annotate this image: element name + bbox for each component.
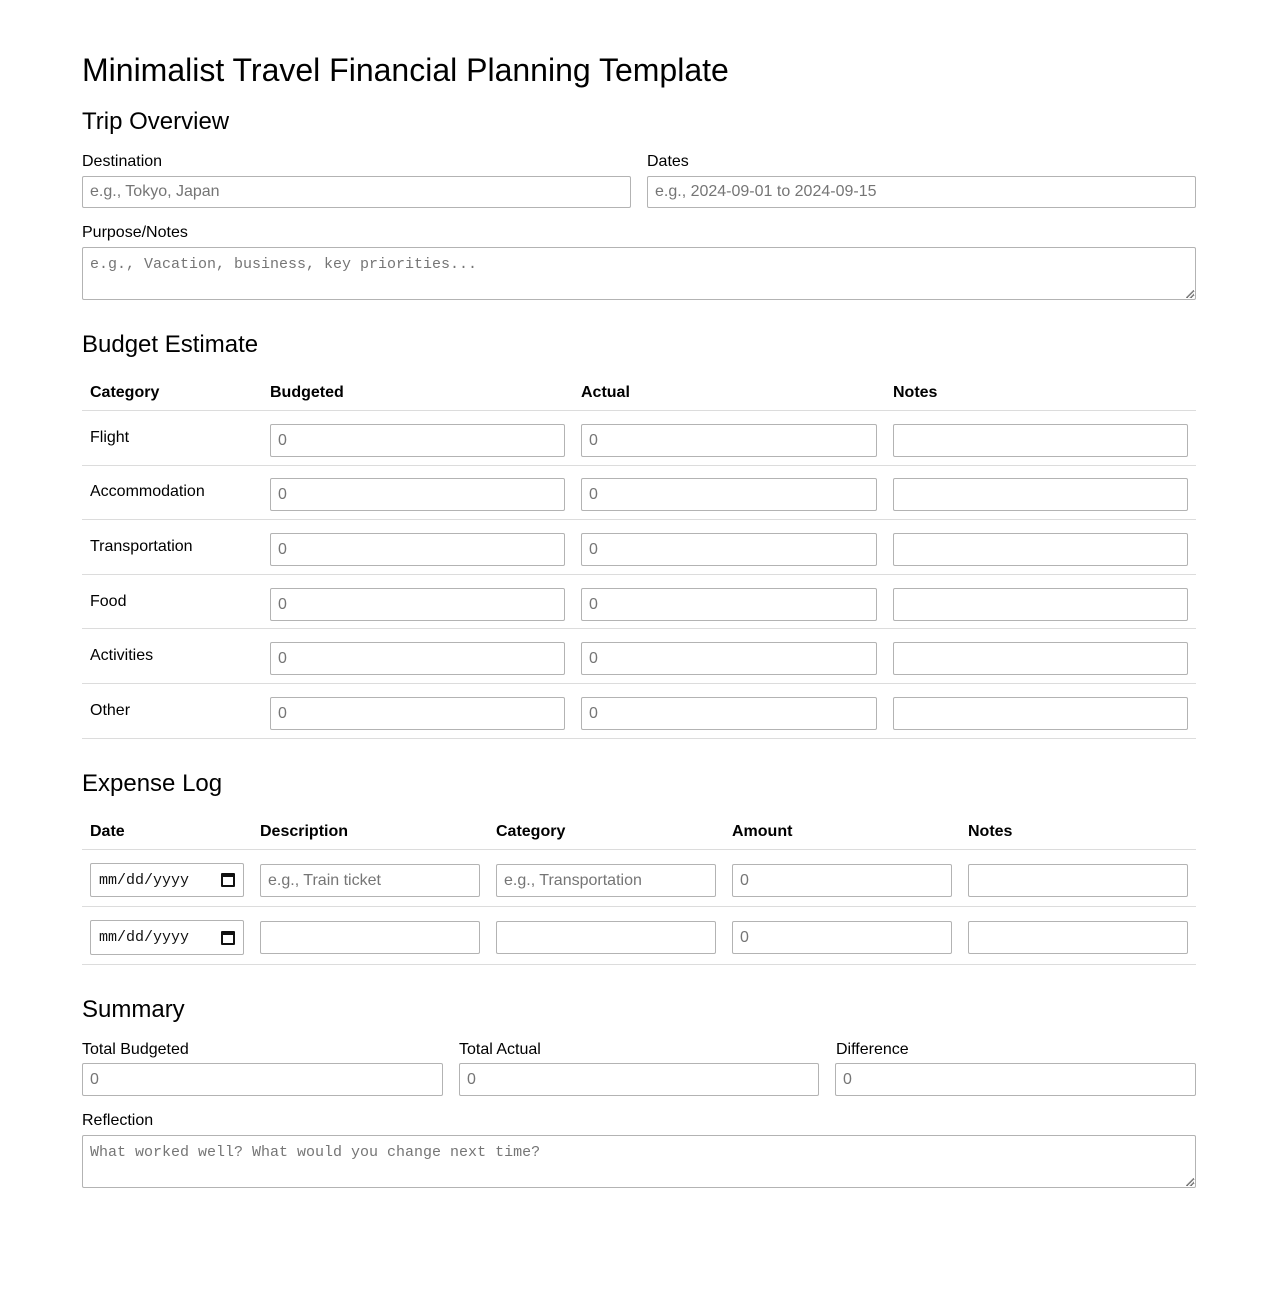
amount-input[interactable] <box>732 864 952 897</box>
category-input[interactable] <box>496 864 716 897</box>
notes-input[interactable] <box>968 864 1188 897</box>
budgeted-input[interactable] <box>270 533 565 566</box>
date-input-value: mm/dd/yyyy <box>99 871 190 889</box>
total-budgeted-input[interactable] <box>82 1063 443 1096</box>
expense-col-date: Date <box>90 823 125 840</box>
table-divider <box>82 465 1196 466</box>
expense-log-heading: Expense Log <box>82 770 223 797</box>
budgeted-input[interactable] <box>270 424 565 457</box>
budget-row-category: Flight <box>90 429 130 446</box>
notes-input[interactable] <box>968 921 1188 954</box>
reflection-textarea[interactable] <box>82 1135 1196 1188</box>
dates-input[interactable] <box>647 176 1196 208</box>
table-divider <box>82 410 1196 411</box>
budgeted-input[interactable] <box>270 478 565 511</box>
notes-input[interactable] <box>893 642 1188 675</box>
budgeted-input[interactable] <box>270 697 565 730</box>
actual-input[interactable] <box>581 697 877 730</box>
actual-input[interactable] <box>581 533 877 566</box>
budgeted-input[interactable] <box>270 642 565 675</box>
expense-col-amount: Amount <box>732 823 793 840</box>
destination-input[interactable] <box>82 176 631 208</box>
budget-col-category: Category <box>90 384 160 401</box>
reflection-label: Reflection <box>82 1112 154 1129</box>
budget-row-category: Food <box>90 593 127 610</box>
notes-input[interactable] <box>893 478 1188 511</box>
trip-overview-heading: Trip Overview <box>82 108 230 135</box>
date-input[interactable] <box>90 920 244 955</box>
dates-label: Dates <box>647 153 689 170</box>
table-divider <box>82 964 1196 965</box>
table-divider <box>82 906 1196 907</box>
purpose-label: Purpose/Notes <box>82 224 188 241</box>
table-divider <box>82 519 1196 520</box>
notes-input[interactable] <box>893 697 1188 730</box>
purpose-textarea[interactable] <box>82 247 1196 300</box>
description-input[interactable] <box>260 921 480 954</box>
table-divider <box>82 683 1196 684</box>
budget-col-actual: Actual <box>581 384 630 401</box>
budget-col-budgeted: Budgeted <box>270 384 344 401</box>
total-actual-input[interactable] <box>459 1063 819 1096</box>
total-actual-label: Total Actual <box>459 1041 541 1058</box>
expense-col-description: Description <box>260 823 349 840</box>
category-input[interactable] <box>496 921 716 954</box>
expense-col-notes: Notes <box>968 823 1013 840</box>
budget-row-category: Transportation <box>90 538 193 555</box>
budget-col-notes: Notes <box>893 384 938 401</box>
destination-label: Destination <box>82 153 163 170</box>
difference-label: Difference <box>836 1041 909 1058</box>
budget-row-category: Activities <box>90 647 154 664</box>
actual-input[interactable] <box>581 424 877 457</box>
amount-input[interactable] <box>732 921 952 954</box>
description-input[interactable] <box>260 864 480 897</box>
notes-input[interactable] <box>893 533 1188 566</box>
difference-input[interactable] <box>835 1063 1196 1096</box>
budgeted-input[interactable] <box>270 588 565 621</box>
notes-input[interactable] <box>893 588 1188 621</box>
table-divider <box>82 738 1196 739</box>
date-input[interactable] <box>90 863 244 897</box>
actual-input[interactable] <box>581 588 877 621</box>
actual-input[interactable] <box>581 642 877 675</box>
calendar-icon[interactable] <box>221 931 235 945</box>
calendar-icon[interactable] <box>221 873 235 887</box>
summary-heading: Summary <box>82 996 185 1023</box>
budget-row-category: Accommodation <box>90 483 205 500</box>
table-divider <box>82 574 1196 575</box>
budget-heading: Budget Estimate <box>82 331 259 358</box>
date-input-value: mm/dd/yyyy <box>99 929 190 946</box>
expense-col-category: Category <box>496 823 566 840</box>
page-title: Minimalist Travel Financial Planning Template <box>82 52 729 88</box>
budget-row-category: Other <box>90 702 131 719</box>
actual-input[interactable] <box>581 478 877 511</box>
table-divider <box>82 849 1196 850</box>
notes-input[interactable] <box>893 424 1188 457</box>
table-divider <box>82 628 1196 629</box>
total-budgeted-label: Total Budgeted <box>82 1041 189 1058</box>
